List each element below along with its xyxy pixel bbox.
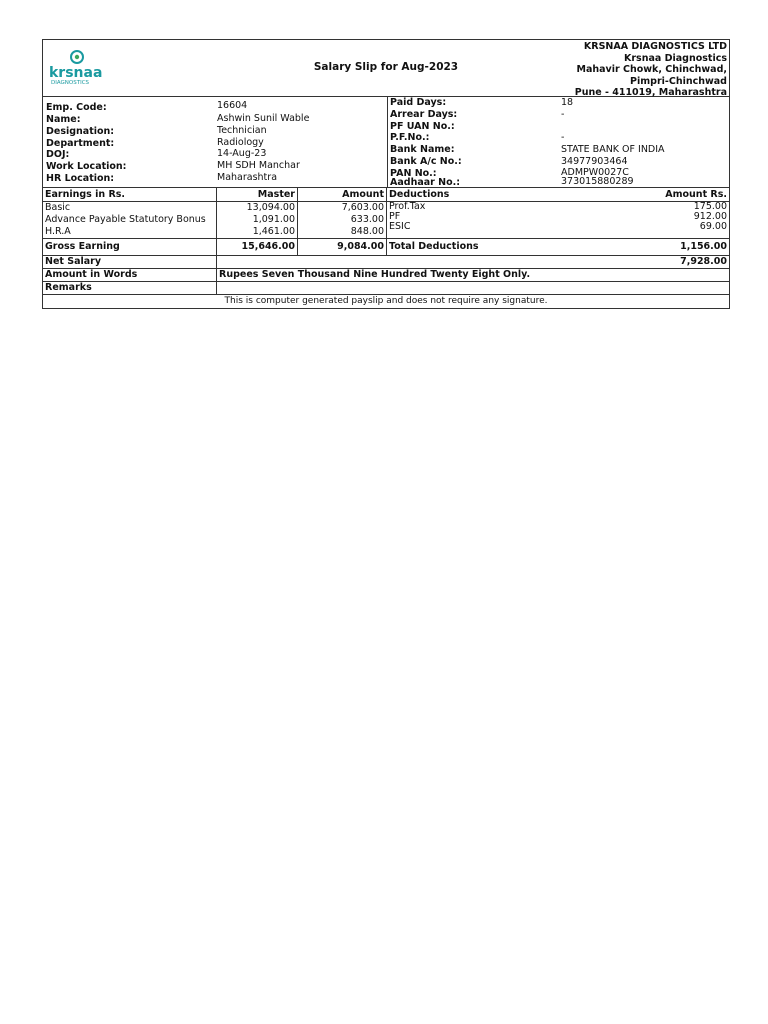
earning-master: 1,091.00	[252, 214, 295, 225]
company-line: Pune - 411019, Maharashtra	[574, 87, 727, 98]
emp-code-value: 16604	[217, 100, 248, 111]
bank-account-value: 34977903464	[561, 156, 628, 167]
earning-master: 13,094.00	[246, 202, 295, 213]
net-salary-row	[43, 256, 729, 269]
company-line: Mahavir Chowk, Chinchwad,	[576, 64, 727, 75]
slip-header	[43, 40, 729, 97]
department-label: Department:	[46, 138, 115, 149]
name-label: Name:	[46, 114, 81, 125]
emp-code-label: Emp. Code:	[46, 102, 107, 113]
footer-note	[43, 295, 729, 308]
arrear-days-value: -	[561, 109, 565, 120]
company-name: KRSNAA DIAGNOSTICS LTD	[583, 41, 727, 52]
pf-no-label: P.F.No.:	[390, 132, 430, 143]
amount-header: Amount	[298, 188, 387, 201]
earning-name: Advance Payable Statutory Bonus	[45, 214, 206, 225]
earnings-header: Earnings in Rs.	[43, 188, 217, 201]
deduction-name: PF	[389, 211, 401, 222]
master-header: Master	[217, 188, 298, 201]
remarks-row	[43, 282, 729, 295]
table-body	[43, 202, 729, 239]
deduction-amount: 69.00	[699, 221, 727, 232]
deductions-header: Deductions	[389, 189, 450, 200]
gross-earning-label: Gross Earning	[43, 239, 217, 255]
deduction-name: ESIC	[389, 221, 411, 232]
company-address	[575, 41, 727, 99]
bank-name-label: Bank Name:	[390, 144, 455, 155]
svg-text:DIAGNOSTICS: DIAGNOSTICS	[51, 80, 90, 86]
arrear-days-label: Arrear Days:	[390, 109, 458, 120]
amount-rs-header: Amount Rs.	[665, 189, 727, 200]
hr-location-label: HR Location:	[46, 173, 115, 184]
work-location-label: Work Location:	[46, 161, 127, 172]
pf-uan-label: PF UAN No.:	[390, 121, 455, 132]
total-deductions-value: 1,156.00	[680, 241, 727, 252]
amount-in-words-value: Rupees Seven Thousand Nine Hundred Twenty Eight Only.	[219, 269, 531, 280]
table-header-row	[43, 188, 729, 202]
aadhaar-value: 373015880289	[561, 176, 634, 187]
hr-location-value: Maharashtra	[217, 172, 278, 183]
name-value: Ashwin Sunil Wable	[217, 113, 310, 124]
pay-table	[43, 188, 729, 308]
department-value: Radiology	[217, 137, 264, 148]
svg-text:krsnaa: krsnaa	[49, 65, 103, 81]
deduction-amount: 175.00	[693, 201, 727, 212]
bank-account-label: Bank A/c No.:	[390, 156, 462, 167]
totals-row	[43, 239, 729, 256]
gross-master-value: 15,646.00	[217, 239, 298, 255]
pf-no-value: -	[561, 132, 565, 143]
paid-days-label: Paid Days:	[390, 97, 447, 108]
employee-info-section	[43, 97, 729, 188]
doj-value: 14-Aug-23	[217, 148, 267, 159]
aadhaar-label: Aadhaar No.:	[390, 177, 461, 188]
earning-name: H.R.A	[45, 226, 71, 237]
net-salary-label: Net Salary	[43, 256, 217, 268]
doj-label: DOJ:	[46, 149, 70, 160]
work-location-value: MH SDH Manchar	[217, 160, 300, 171]
earning-name: Basic	[45, 202, 71, 213]
bank-name-value: STATE BANK OF INDIA	[561, 144, 665, 155]
employee-details	[43, 97, 388, 187]
earning-amount: 848.00	[350, 226, 384, 237]
total-deductions-label: Total Deductions	[389, 241, 479, 252]
amount-in-words-row	[43, 269, 729, 282]
paid-days-value: 18	[561, 97, 574, 108]
designation-label: Designation:	[46, 126, 115, 137]
amount-in-words-label: Amount in Words	[43, 269, 217, 281]
slip-title: Salary Slip for Aug-2023	[313, 61, 459, 73]
deduction-name: Prof.Tax	[389, 201, 426, 212]
footer-text: This is computer generated payslip and does not require any signature.	[224, 296, 548, 306]
remarks-label: Remarks	[43, 282, 217, 294]
company-line: Krsnaa Diagnostics	[624, 52, 727, 64]
remarks-value	[217, 282, 729, 294]
designation-value: Technician	[217, 125, 267, 136]
earning-amount: 633.00	[350, 214, 384, 225]
pan-value: ADMPW0027C	[561, 167, 629, 178]
bank-details	[388, 97, 729, 187]
salary-slip	[42, 39, 730, 309]
earning-master: 1,461.00	[252, 226, 295, 237]
net-salary-value: 7,928.00	[680, 256, 727, 267]
company-line: Pimpri-Chinchwad	[630, 75, 727, 87]
earning-amount: 7,603.00	[341, 202, 384, 213]
gross-amount-value: 9,084.00	[298, 239, 387, 255]
deduction-amount: 912.00	[693, 211, 727, 222]
pan-label: PAN No.:	[390, 168, 437, 179]
